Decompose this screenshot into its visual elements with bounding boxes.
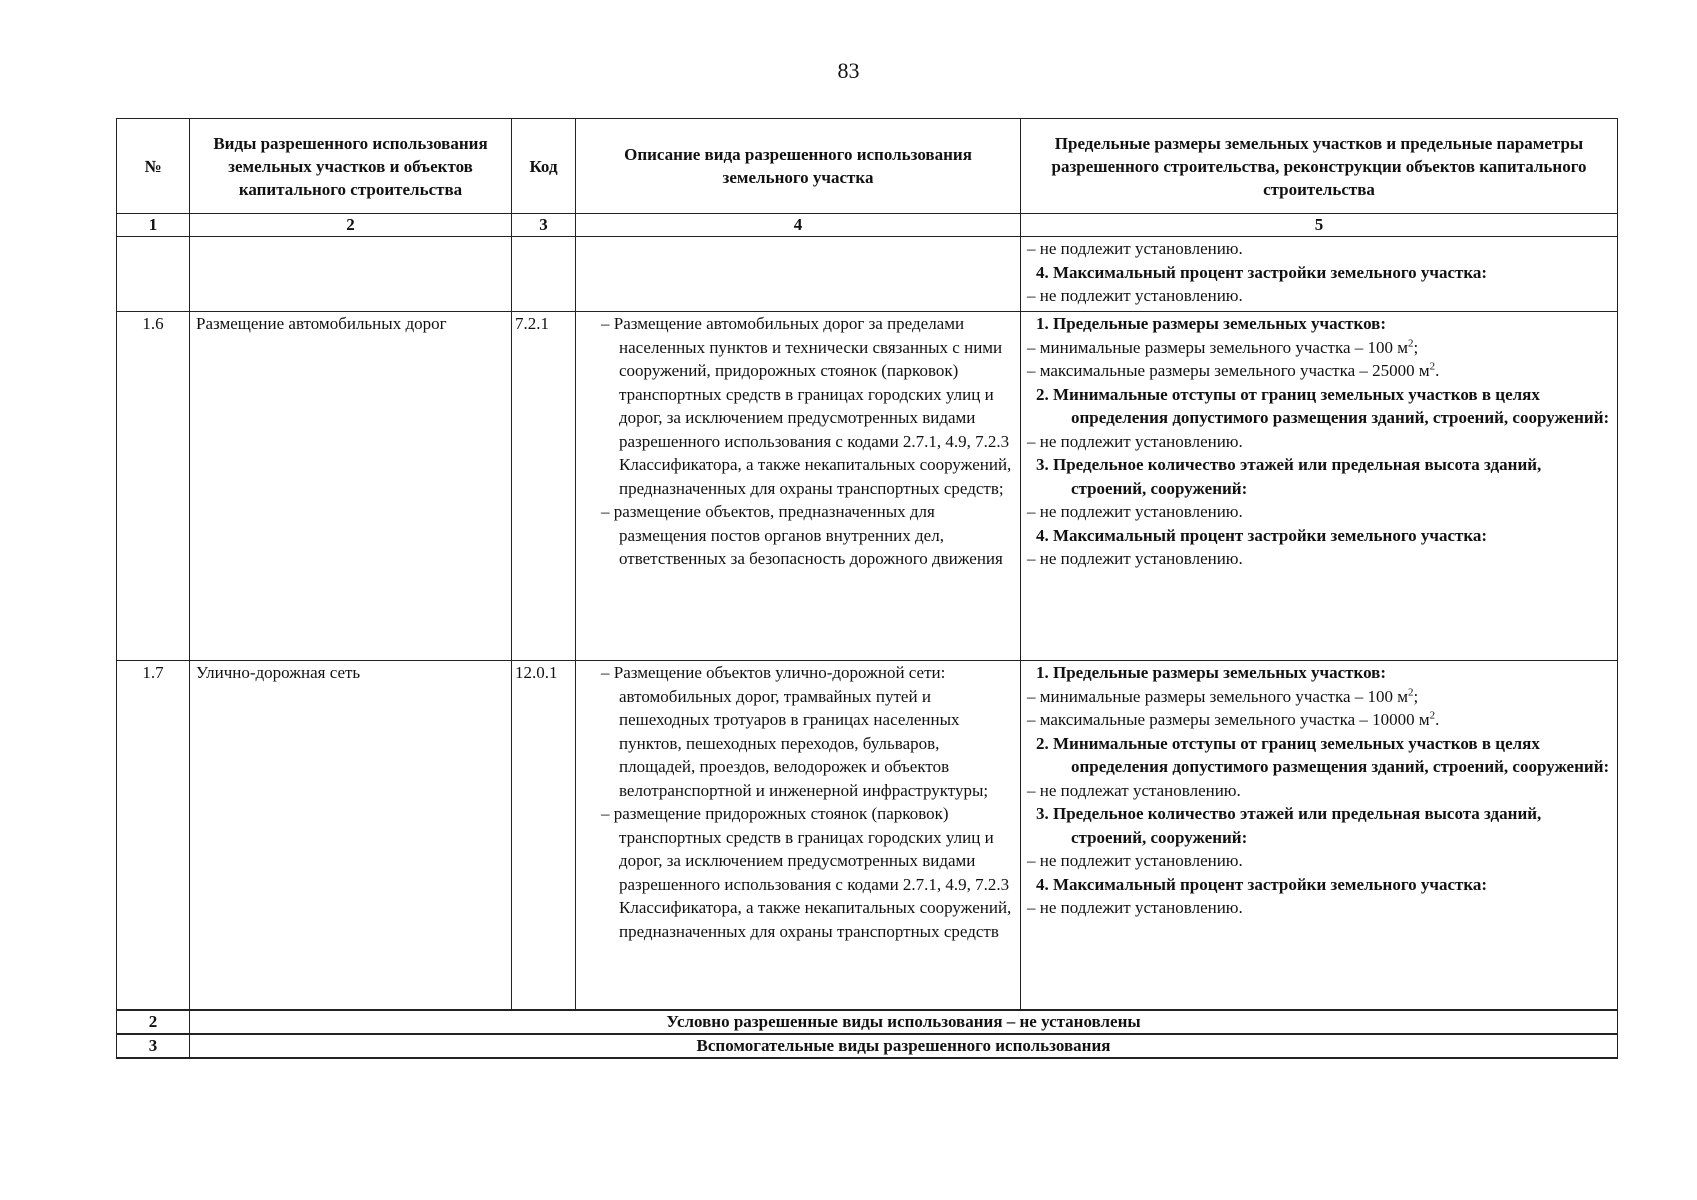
- cell-params: [1021, 237, 1618, 312]
- column-number: 2: [190, 214, 512, 237]
- param-value: – не подлежит установлению.: [1027, 896, 1611, 920]
- param-heading: 3. Предельное количество этажей или предельная высота зданий, строений, сооружений:: [1036, 455, 1542, 498]
- use-code: 7.2.1: [512, 312, 576, 661]
- param-value: [1027, 359, 1611, 383]
- cell-params: [1021, 661, 1618, 1011]
- description-item: – размещение придорожных стоянок (парковок) транспортных средств в границах городских улиц и дорог, за исключением предусмотренных видами разрешенного использования с кодами 2.7.1, 4.9, 7.2.3 Классификатора, а также некапитальных сооружений, предназначенных для охраны транспортных средств: [582, 802, 1014, 943]
- column-number: 1: [117, 214, 190, 237]
- param-heading: 2. Минимальные отступы от границ земельных участков в целях определения допустимого размещения зданий, строений, сооружений:: [1036, 384, 1610, 427]
- use-type: Улично-дорожная сеть: [190, 661, 512, 1011]
- param-value: – не подлежит установлению.: [1027, 430, 1611, 454]
- row-number: 3: [117, 1034, 190, 1058]
- header-types: Виды разрешенного использования земельных участков и объектов капитального строительства: [190, 119, 512, 214]
- param-value: – не подлежит установлению.: [1027, 284, 1611, 308]
- use-description: [576, 312, 1021, 661]
- row-number: 2: [117, 1010, 190, 1034]
- param-heading: 4. Максимальный процент застройки земельного участка:: [1036, 874, 1488, 894]
- param-value: – не подлежат установлению.: [1027, 779, 1611, 803]
- param-value-text: максимальные размеры земельного участка – 25000 м: [1039, 361, 1430, 380]
- row-number: 1.6: [117, 312, 190, 661]
- header-code: Код: [512, 119, 576, 214]
- param-value: – не подлежит установлению.: [1027, 547, 1611, 571]
- params-list: [1027, 661, 1611, 920]
- param-heading: 1. Предельные размеры земельных участков:: [1036, 314, 1387, 333]
- param-heading: 3. Предельное количество этажей или предельная высота зданий, строений, сооружений:: [1036, 804, 1542, 847]
- column-number: 3: [512, 214, 576, 237]
- use-type: Размещение автомобильных дорог: [190, 312, 512, 661]
- superscript: 2: [1429, 709, 1436, 722]
- cell-empty: [576, 237, 1021, 312]
- superscript: 2: [1429, 360, 1436, 373]
- header-description: Описание вида разрешенного использования земельного участка: [576, 119, 1021, 214]
- param-heading: 4. Максимальный процент застройки земельного участка:: [1036, 262, 1488, 282]
- superscript: 2: [1408, 336, 1414, 349]
- header-num: №: [117, 119, 190, 214]
- param-heading: 4. Максимальный процент застройки земельного участка:: [1036, 525, 1488, 545]
- superscript: 2: [1408, 685, 1414, 698]
- params-list: [1027, 237, 1611, 308]
- regulations-table: [116, 118, 1618, 1059]
- punctuation: ;: [1413, 337, 1419, 357]
- cell-params: [1021, 312, 1618, 661]
- description-list: [582, 661, 1014, 943]
- table-row: [117, 661, 1618, 1011]
- param-heading: 1. Предельные размеры земельных участков:: [1036, 663, 1387, 682]
- description-item: – размещение объектов, предназначенных для размещения постов органов внутренних дел, ответственных за безопасность дорожного движения: [582, 500, 1014, 571]
- use-description: [576, 661, 1021, 1011]
- column-number: 5: [1021, 214, 1618, 237]
- section-title: Вспомогательные виды разрешенного использования: [190, 1034, 1618, 1058]
- table-header-row: [117, 119, 1618, 214]
- description-item: – Размещение объектов улично-дорожной сети: автомобильных дорог, трамвайных путей и пешеходных тротуаров в границах населенных пунктов, пешеходных переходов, бульваров, площадей, проездов, велодорожек и объектов велотранспортной и инженерной инфраструктуры;: [582, 661, 1014, 802]
- description-item: – Размещение автомобильных дорог за пределами населенных пунктов и технически связанных с ними сооружений, придорожных стоянок (парковок) транспортных средств в границах городских улиц и дорог, за исключением предусмотренных видами разрешенного использования с кодами 2.7.1, 4.9, 7.2.3 Классификатора, а также некапитальных сооружений, предназначенных для охраны транспортных средств;: [582, 312, 1014, 500]
- param-value: [1027, 685, 1611, 709]
- header-params: Предельные размеры земельных участков и предельные параметры разрешенного строительства, реконструкции объектов капитального строительства: [1021, 119, 1618, 214]
- punctuation: ;: [1413, 686, 1419, 706]
- param-value: – не подлежит установлению.: [1027, 237, 1611, 261]
- param-value-text: минимальные размеры земельного участка – 100 м: [1039, 337, 1409, 357]
- cell-empty: [512, 237, 576, 312]
- table-row-section-3: [117, 1034, 1618, 1058]
- cell-empty: [190, 237, 512, 312]
- table-row: [117, 312, 1618, 661]
- param-value: – не подлежит установлению.: [1027, 849, 1611, 873]
- page-number: 83: [837, 58, 860, 83]
- table-row-continuation: [117, 237, 1618, 312]
- column-number: 4: [576, 214, 1021, 237]
- param-value-text: максимальные размеры земельного участка – 10000 м: [1039, 710, 1430, 729]
- params-list: [1027, 312, 1611, 571]
- param-heading: 2. Минимальные отступы от границ земельных участков в целях определения допустимого размещения зданий, строений, сооружений:: [1036, 733, 1610, 776]
- punctuation: .: [1435, 361, 1440, 380]
- section-title: Условно разрешенные виды использования – не установлены: [190, 1010, 1618, 1034]
- table-row-section-2: [117, 1010, 1618, 1034]
- cell-empty: [117, 237, 190, 312]
- use-code: 12.0.1: [512, 661, 576, 1011]
- description-list: [582, 312, 1014, 571]
- param-value: [1027, 336, 1611, 360]
- param-value: [1027, 708, 1611, 732]
- row-number: 1.7: [117, 661, 190, 1011]
- column-number-row: [117, 214, 1618, 237]
- punctuation: .: [1435, 710, 1440, 729]
- param-value: – не подлежит установлению.: [1027, 500, 1611, 524]
- param-value-text: минимальные размеры земельного участка – 100 м: [1039, 686, 1409, 706]
